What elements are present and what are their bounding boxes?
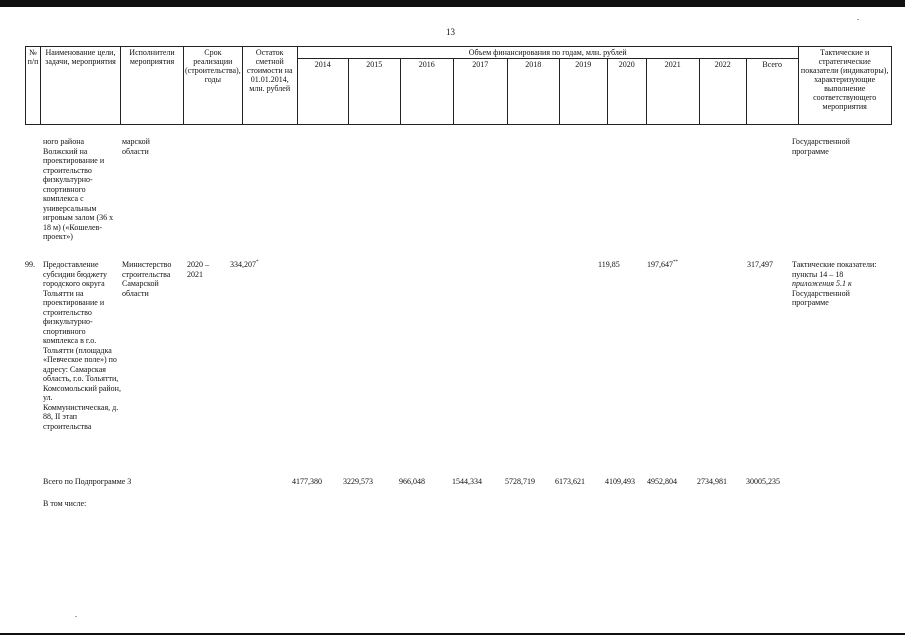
total-2015: 3229,573 xyxy=(343,477,373,486)
bottom-border-line xyxy=(0,633,905,635)
year-header: 2016 xyxy=(400,59,453,125)
year-header: 2019 xyxy=(559,59,607,125)
header-funding: Объем финансирования по годам, млн. рублей xyxy=(297,47,798,59)
row99-number: 99. xyxy=(25,260,35,269)
year-header-total: Всего xyxy=(746,59,798,125)
total-2016: 966,048 xyxy=(399,477,425,486)
footnote-mark: * xyxy=(256,260,259,265)
row99-2021: 197,647** xyxy=(647,260,678,269)
total-2014: 4177,380 xyxy=(292,477,322,486)
row99-term: 2020 – 2021 xyxy=(187,260,209,279)
row99-indicator-appendix: приложения 5.1 к xyxy=(792,279,852,288)
header-executors: Исполнители мероприятия xyxy=(121,47,184,125)
year-header: 2022 xyxy=(699,59,746,125)
row99-indicator-program: Государственной программе xyxy=(792,288,850,307)
including-label: В том числе: xyxy=(43,499,87,508)
year-header: 2020 xyxy=(607,59,646,125)
total-2018: 5728,719 xyxy=(505,477,535,486)
row99-balance: 334,207* xyxy=(230,260,259,269)
total-2019: 6173,621 xyxy=(555,477,585,486)
header-no: № п/п xyxy=(26,47,41,125)
row99-2020: 119,85 xyxy=(598,260,620,269)
row99-indicator-text: Тактические показатели: пункты 14 – 18 xyxy=(792,260,877,279)
header-term: Срок реализации (строительства), годы xyxy=(184,47,243,125)
year-header: 2014 xyxy=(297,59,348,125)
header-indicators: Тактические и стратегические показатели (индикаторы), характеризующие выполнение соответствующего мероприятия xyxy=(798,47,891,125)
year-header: 2021 xyxy=(646,59,699,125)
header-name: Наименование цели, задачи, мероприятия xyxy=(41,47,121,125)
row99-name: Предоставление субсидии бюджету городского округа Тольятти на проектирование и строительство физкультурно-спортивного комплекса в г.о. Тольятти (площадка «Певческое поле») по адресу: Самарская область, г.о. Тольятти, Комсомольский район, ул. Коммунистическая, д. 88, II этап строительства xyxy=(43,260,121,431)
total-2017: 1544,334 xyxy=(452,477,482,486)
cont-row-indicator: Государственной программе xyxy=(792,137,850,156)
total-2020: 4109,493 xyxy=(605,477,635,486)
header-row xyxy=(26,47,892,59)
top-border-bar xyxy=(0,0,905,7)
total-2022: 2734,981 xyxy=(697,477,727,486)
header-balance: Остаток сметной стоимости на 01.01.2014, млн. рублей xyxy=(242,47,297,125)
total-2021: 4952,804 xyxy=(647,477,677,486)
cont-row-name: ного района Волжский на проектирование и строительство физкультурно-спортивного комплекса с универсальным игровым залом (36 х 18 м) («Кошелев-проект») xyxy=(43,137,114,241)
subprogram-total-label: Всего по Подпрограмме 3 xyxy=(43,477,132,486)
row99-executor: Министерство строительства Самарской области xyxy=(122,260,172,298)
margin-dot: . xyxy=(857,13,859,22)
row99-total: 317,497 xyxy=(747,260,773,269)
row99-indicator xyxy=(792,260,882,308)
year-header: 2015 xyxy=(348,59,400,125)
budget-table-header xyxy=(25,46,892,125)
year-header: 2017 xyxy=(453,59,507,125)
footnote-mark: ** xyxy=(673,260,678,265)
page-number: 13 xyxy=(446,27,455,37)
total-all: 30005,235 xyxy=(746,477,780,486)
cont-row-executor: марской области xyxy=(122,137,150,156)
year-header: 2018 xyxy=(507,59,559,125)
margin-dot: . xyxy=(75,610,77,619)
